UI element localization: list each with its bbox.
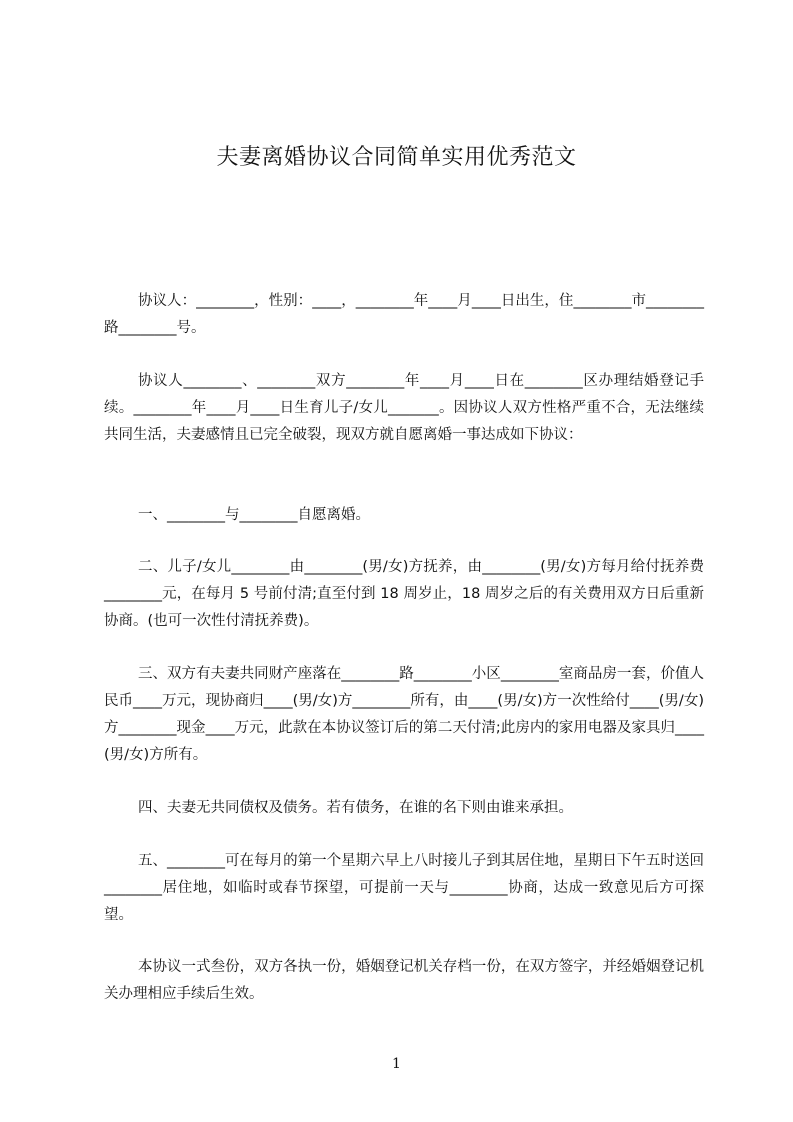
paragraph-marriage-background: 协议人________、________双方________年____月____日在________区办理结婚登记手续。________年____月____日生育儿子/女儿_______。因协议人双方性格严重不合，无法继续共同生活，夫妻感情且已完全破裂，现双方就自愿离婚一事达成如下协议： [104, 373, 704, 443]
paragraph-clause-3: 三、双方有夫妻共同财产座落在________路________小区________室商品房一套，价值人民币____万元，现协商归____(男/女)方________所有，由____(男/女)方一次性给付____(男/女)方________现金____万元，此款在本协议签订后的第二天付清;此房内的家用电器及家具归____(男/女)方所有。 [104, 666, 704, 763]
page-number: 1 [392, 1056, 401, 1072]
paragraph-party-info: 协议人：________，性别：____，________年____月____日出生，住________市________路________号。 [104, 293, 704, 336]
paragraph-clause-2: 二、儿子/女儿________由________(男/女)方抚养，由________(男/女)方每月给付抚养费________元，在每月 5 号前付清;直至付到 18 周岁止，18 周岁之后的有关费用双方日后重新协商。(也可一次性付清抚养费)。 [104, 559, 704, 629]
paragraph-clause-4: 四、夫妻无共同债权及债务。若有债务，在谁的名下则由谁来承担。 [138, 800, 573, 816]
paragraph-clause-5: 五、________可在每月的第一个星期六早上八时接儿子到其居住地，星期日下午五时送回________居住地，如临时或春节探望，可提前一天与________协商，达成一致意见后方可探望。 [104, 853, 704, 923]
paragraph-clause-1: 一、________与________自愿离婚。 [138, 507, 370, 523]
paragraph-closing: 本协议一式叁份，双方各执一份，婚姻登记机关存档一份，在双方签字，并经婚姻登记机关办理相应手续后生效。 [104, 959, 704, 1002]
document-title: 夫妻离婚协议合同简单实用优秀范文 [216, 145, 577, 170]
